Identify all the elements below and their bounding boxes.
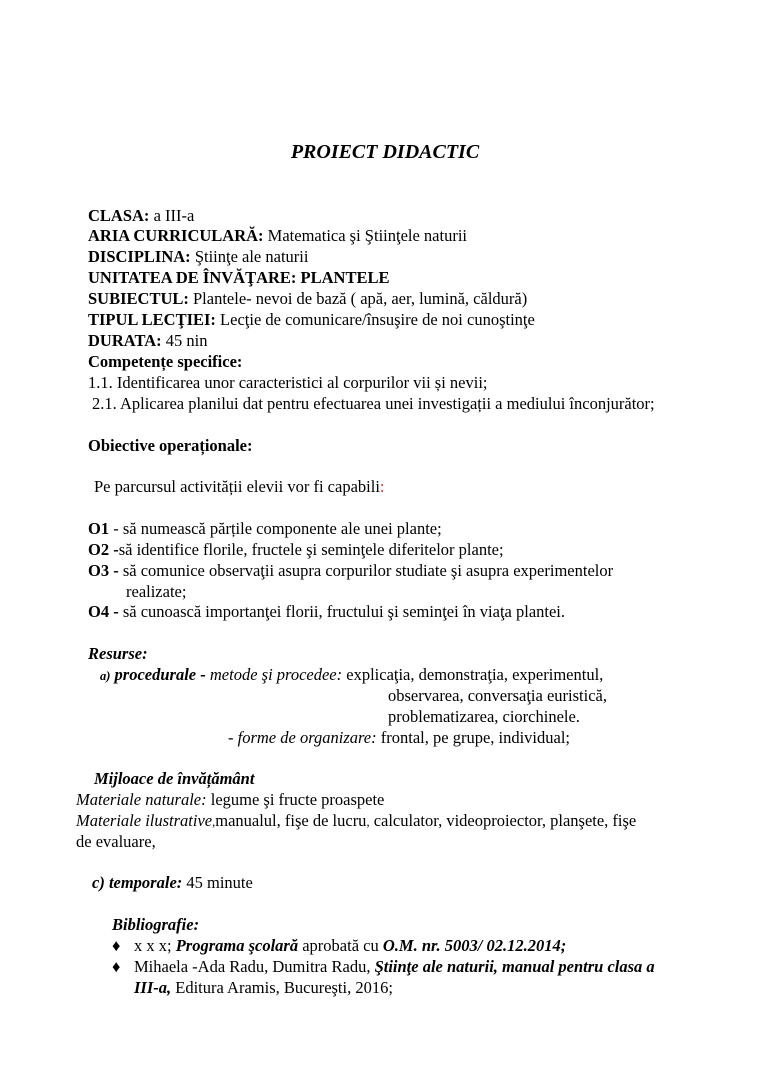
objective-code: O2 - — [88, 540, 119, 559]
diamond-bullet-icon: ♦ — [112, 936, 121, 955]
unitatea-line — [88, 268, 389, 288]
bibliografie-heading: Bibliografie: — [112, 915, 200, 934]
tipul-label: TIPUL LECŢIEI: — [88, 310, 216, 329]
metode-value: explicaţia, demonstraţia, experimentul, — [342, 665, 604, 684]
materiale-naturale-value: legume şi fructe proaspete — [206, 790, 385, 809]
procedurale-label: procedurale - — [110, 665, 206, 684]
tipul-value: Lecţie de comunicare/însuşire de noi cunoştinţe — [215, 310, 535, 329]
objective-text: - să numească părțile componente ale unei plante; — [109, 519, 442, 538]
competente-label: Competențe specifice: — [88, 352, 243, 371]
materiale-ilustrative-label: Materiale ilustrative — [76, 811, 213, 830]
metode-value: problematizarea, ciorchinele. — [388, 707, 580, 726]
competenta-item: 2.1. Aplicarea planilui dat pentru efectuarea unei investigații a mediului înconjurător; — [92, 394, 655, 413]
objective-text: să identifice florile, fructele şi seminţele diferitelor plante; — [118, 540, 504, 559]
metode-label: metode şi procedee: — [205, 665, 343, 684]
temporale-value: 45 minute — [182, 873, 253, 892]
objective-text: să cunoască importanţei florii, fructului şi seminţei în viaţa plantei. — [118, 602, 566, 621]
subiectul-line — [88, 289, 527, 309]
durata-line — [88, 331, 207, 351]
bibliography-item: ♦ x x x; Programa şcolară aprobată cu O.M. nr. 5003/ 02.12.2014; — [112, 936, 567, 955]
materiale-naturale-line — [76, 790, 384, 810]
subiectul-label: SUBIECTUL: — [88, 289, 189, 308]
objective-item — [88, 540, 504, 560]
materiale-naturale-label: Materiale naturale: — [76, 790, 207, 809]
clasa-label: CLASA: — [88, 206, 150, 225]
obiective-intro: Pe parcursul activității elevii vor fi capabili: — [94, 477, 385, 496]
obiective-heading: Obiective operaționale: — [88, 436, 253, 455]
forme-label: - forme de organizare: — [228, 728, 377, 747]
objective-continuation: realizate; — [126, 582, 187, 601]
objective-code: O4 - — [88, 602, 119, 621]
aria-line — [88, 226, 467, 246]
materiale-ilustrative-value: manualul, fişe de lucru — [215, 811, 367, 830]
durata-label: DURATA: — [88, 331, 162, 350]
competenta-item: 1.1. Identificarea unor caracteristici al corpurilor vii și nevii; — [88, 373, 488, 392]
disciplina-label: DISCIPLINA: — [88, 247, 191, 266]
disciplina-line — [88, 247, 308, 267]
clasa-line — [88, 206, 194, 226]
procedurale-line — [100, 665, 603, 686]
clasa-value: a III-a — [149, 206, 195, 225]
procedurale-prefix: a) — [100, 669, 111, 683]
aria-value: Matematica şi Ştiinţele naturii — [263, 226, 467, 245]
objective-item — [88, 602, 565, 622]
objective-text: să comunice observaţii asupra corpurilor studiate şi asupra experimentelor — [118, 561, 614, 580]
objective-item — [88, 561, 613, 581]
resurse-heading: Resurse: — [88, 644, 148, 663]
objective-item — [88, 519, 442, 539]
subiectul-value: Plantele- nevoi de bază ( apă, aer, lumină, căldură) — [188, 289, 528, 308]
aria-label: ARIA CURRICULARĂ: — [88, 226, 264, 245]
disciplina-value: Ştiinţe ale naturii — [190, 247, 309, 266]
durata-value: 45 nin — [161, 331, 208, 350]
competente-line — [88, 352, 242, 372]
materiale-ilustrative-continuation: de evaluare, — [76, 832, 156, 851]
diamond-bullet-icon: ♦ — [112, 957, 121, 976]
temporale-line — [92, 873, 253, 893]
forme-line — [228, 728, 570, 748]
bibliography-item: ♦ Mihaela -Ada Radu, Dumitra Radu, Ştiinţe ale naturii, manual pentru clasa a — [112, 957, 655, 976]
materiale-ilustrative-line: Materiale ilustrative,manualul, fişe de lucru, calculator, videoproiector, planşete, fişe — [76, 811, 637, 830]
page-title: PROIECT DIDACTIC — [290, 141, 480, 163]
temporale-label: c) temporale: — [92, 873, 183, 892]
unitatea-label: UNITATEA DE ÎNVĂŢARE: PLANTELE — [88, 268, 390, 287]
mijloace-heading: Mijloace de învățământ — [94, 769, 255, 788]
forme-value: frontal, pe grupe, individual; — [376, 728, 571, 747]
tipul-line — [88, 310, 535, 330]
objective-code: O3 - — [88, 561, 119, 580]
bibliography-item-continuation: III-a, Editura Aramis, Bucureşti, 2016; — [134, 978, 393, 997]
metode-value: observarea, conversaţia euristică, — [388, 686, 607, 705]
objective-code: O1 — [88, 519, 110, 538]
